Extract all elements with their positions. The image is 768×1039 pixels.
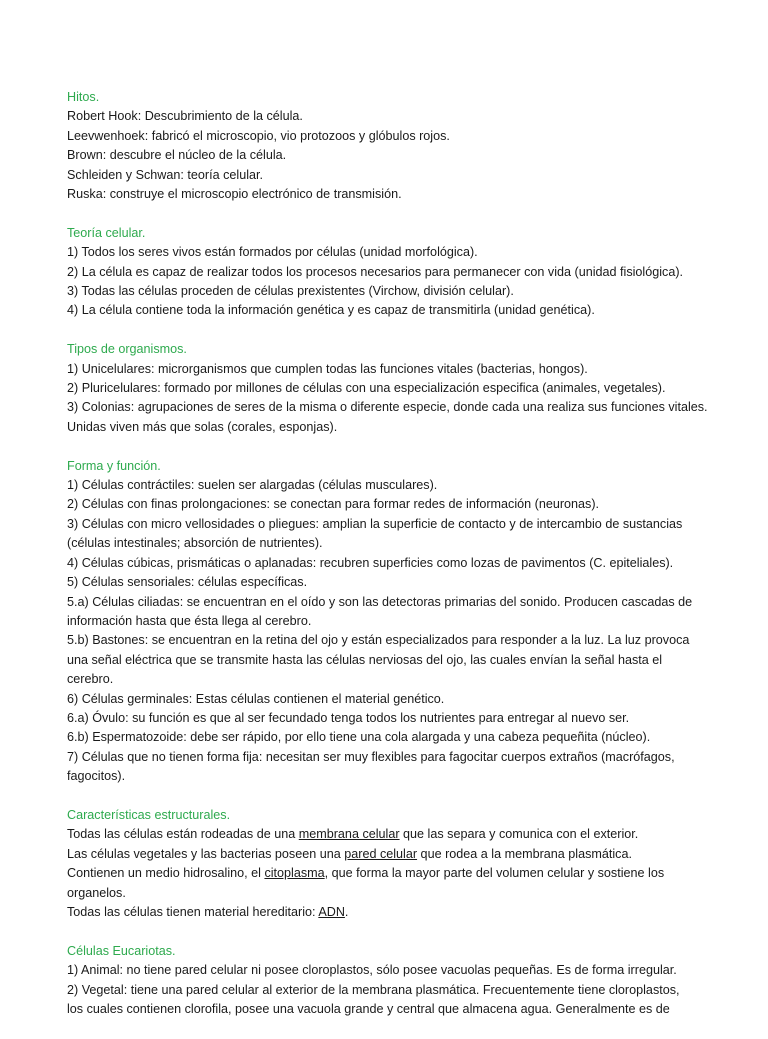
section-heading: Forma y función.	[67, 458, 161, 473]
text-line: cerebro.	[67, 672, 114, 687]
text-line	[67, 864, 757, 883]
text-line: 2) Células con finas prolongaciones: se conectan para formar redes de información (neuronas).	[67, 497, 600, 512]
document-page	[67, 88, 757, 1039]
text-line: 3) Células con micro vellosidades o pliegues: amplian la superficie de contacto y de intercambio de sustancias	[67, 516, 683, 531]
section-celulas-eucariotas	[67, 942, 757, 1020]
text-run: Todas las células tienen material hereditario:	[67, 905, 319, 919]
text-line: Brown: descubre el núcleo de la célula.	[67, 148, 287, 163]
underlined-term: citoplasma	[264, 866, 325, 881]
text-line: 1) Unicelulares: microrganismos que cumplen todas las funciones vitales (bacterias, hongos).	[67, 361, 588, 376]
text-run: que las separa y comunica con el exterior.	[399, 827, 639, 842]
text-line: los cuales contienen clorofila, posee una vacuola grande y central que almacena agua. Generalmente es de	[67, 1002, 670, 1017]
section-heading: Teoría celular.	[67, 225, 146, 240]
text-line: 2) La célula es capaz de realizar todos los procesos necesarios para permanecer con vida (unidad fisiológica).	[67, 264, 684, 279]
text-run: que rodea a la membrana plasmática.	[417, 846, 632, 861]
section-heading: Células Eucariotas.	[67, 943, 176, 958]
text-line	[67, 845, 757, 864]
text-line: 4) Células cúbicas, prismáticas o aplanadas: recubren superficies como lozas de pavimentos (C. epiteliales).	[67, 555, 674, 570]
section-teoria-celular	[67, 224, 757, 321]
text-line: Robert Hook: Descubrimiento de la célula.	[67, 109, 303, 124]
text-line: 6) Células germinales: Estas células contienen el material genético.	[67, 691, 445, 706]
text-line: 6.a) Óvulo: su función es que al ser fecundado tenga todos los nutrientes para entregar al nuevo ser.	[67, 710, 630, 725]
section-heading: Hitos.	[67, 90, 100, 104]
text-line: 2) Vegetal: tiene una pared celular al exterior de la membrana plasmática. Frecuentemente tiene cloroplastos,	[67, 982, 680, 997]
text-line: organelos.	[67, 885, 126, 900]
underlined-term: pared celular	[344, 846, 418, 861]
section-caracteristicas-estructurales	[67, 806, 757, 922]
text-line: 2) Pluricelulares: formado por millones de células con una especialización especifica (animales, vegetales).	[67, 381, 666, 396]
section-tipos-organismos	[67, 340, 757, 437]
underlined-term: ADN	[318, 905, 345, 919]
text-line: (células intestinales; absorción de nutrientes).	[67, 536, 323, 551]
text-run: , que forma la mayor parte del volumen celular y sostiene los	[324, 866, 665, 881]
text-line: Schleiden y Schwan: teoría celular.	[67, 167, 264, 182]
text-line: 4) La célula contiene toda la información genética y es capaz de transmitirla (unidad genética).	[67, 303, 595, 318]
text-line: 7) Células que no tienen forma fija: necesitan ser muy flexibles para fagocitar cuerpos extraños (macrófagos,	[67, 749, 675, 764]
text-line: Leevwenhoek: fabricó el microscopio, vio protozoos y glóbulos rojos.	[67, 128, 450, 143]
text-line: 5.a) Células ciliadas: se encuentran en el oído y son las detectoras primarias del sonido. Producen cascadas de	[67, 594, 693, 609]
section-hitos	[67, 88, 757, 204]
text-line: Unidas viven más que solas (corales, esponjas).	[67, 419, 338, 434]
text-line: 1) Animal: no tiene pared celular ni posee cloroplastos, sólo posee vacuolas pequeñas. Es de forma irregular.	[67, 963, 677, 978]
text-run: Todas las células están rodeadas de una	[67, 827, 299, 842]
text-line	[67, 903, 757, 922]
text-line: 1) Todos los seres vivos están formados por células (unidad morfológica).	[67, 245, 478, 260]
text-line: 1) Células contráctiles: suelen ser alargadas (células musculares).	[67, 478, 438, 493]
text-line: 5) Células sensoriales: células específicas.	[67, 575, 308, 590]
text-line: 6.b) Espermatozoide: debe ser rápido, por ello tiene una cola alargada y una cabeza pequeñita (núcleo).	[67, 730, 651, 745]
section-heading: Características estructurales.	[67, 807, 231, 822]
text-line: 3) Colonias: agrupaciones de seres de la misma o diferente especie, donde cada una realiza sus funciones vitales.	[67, 400, 708, 415]
section-heading: Tipos de organismos.	[67, 342, 187, 357]
text-line: 5.b) Bastones: se encuentran en la retina del ojo y están especializados para responder a la luz. La luz provoca	[67, 633, 690, 648]
text-line: información hasta que ésta llega al cerebro.	[67, 613, 312, 628]
text-run: Las células vegetales y las bacterias poseen una	[67, 846, 345, 861]
underlined-term: membrana celular	[298, 827, 400, 842]
text-run: .	[344, 905, 349, 919]
section-forma-funcion	[67, 457, 757, 787]
text-line	[67, 825, 757, 844]
text-line: Ruska: construye el microscopio electrónico de transmisión.	[67, 187, 402, 202]
text-run: Contienen un medio hidrosalino, el	[67, 866, 265, 881]
text-line: fagocitos).	[67, 769, 126, 784]
text-line: 3) Todas las células proceden de células prexistentes (Virchow, división celular).	[67, 284, 514, 299]
text-line: una señal eléctrica que se transmite hasta las células nerviosas del ojo, las cuales envían la señal hasta el	[67, 652, 663, 667]
